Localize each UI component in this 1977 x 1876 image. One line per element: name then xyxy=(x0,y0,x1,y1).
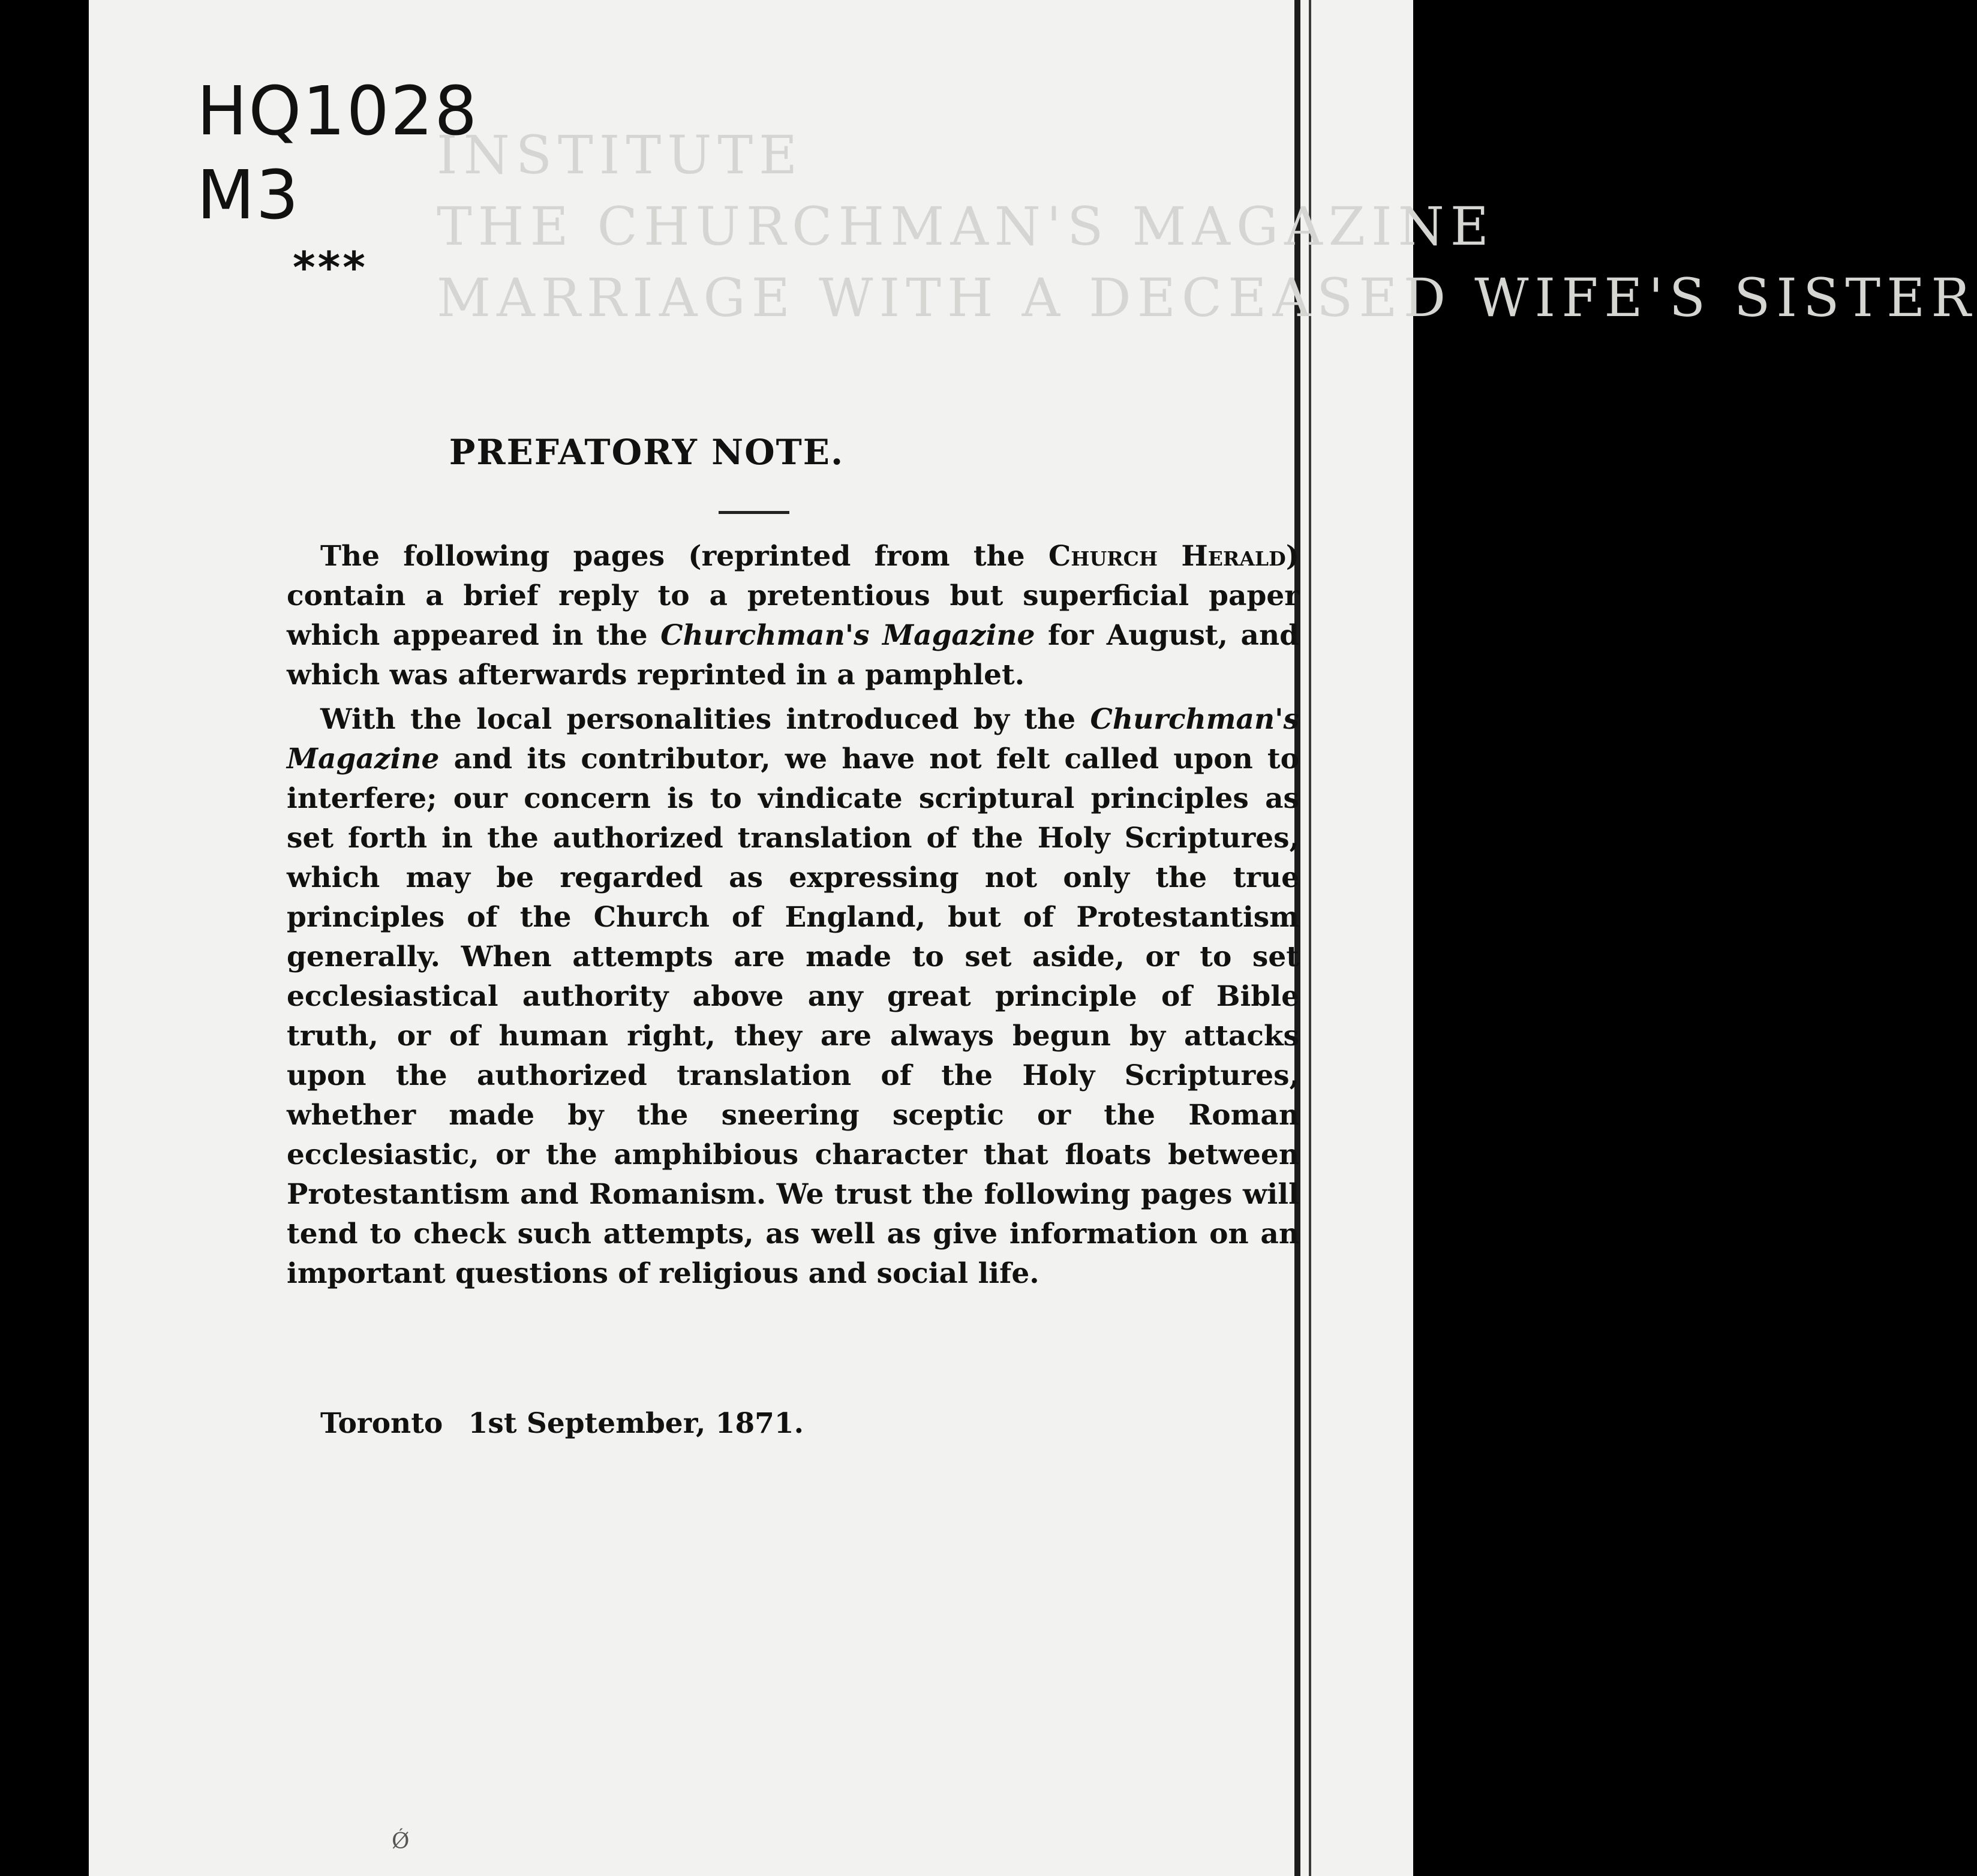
text-segment: Church Herald xyxy=(1048,540,1286,573)
handwritten-call-number xyxy=(197,73,479,293)
dateline-date: 1st September, 1871. xyxy=(468,1407,804,1440)
show-through-line: INSTITUTE xyxy=(437,124,804,186)
text-segment: The following pages (reprinted from the xyxy=(320,540,1048,573)
call-number-stars: *** xyxy=(293,242,368,293)
paragraph xyxy=(287,700,1299,1294)
show-through-line: MARRIAGE WITH A DECEASED WIFE'S SISTER xyxy=(437,266,1977,329)
text-segment: With the local personalities introduced by the xyxy=(320,703,1090,736)
text-segment: Churchman's Magazine xyxy=(660,619,1035,652)
document-page xyxy=(89,0,1977,1876)
dateline xyxy=(320,1407,804,1440)
page-title: PREFATORY NOTE. xyxy=(449,432,845,473)
text-segment: and its contributor, we have not felt called upon to interfere; our concern is to vindicate scriptural principles as set forth in the authorized translation of the Holy Scriptures, which may be regarded as expressing not only the true principles of the Church of England, but of Protestantism generally. When attempts are made to set aside, or to set ecclesiastical authority above any great principle of Bible truth, or of human right, they are always begun by attacks upon the authorized translation of the Holy Scriptures, whether made by the sneering sceptic or the Roman ecclesiastic, or the amphibious character that floats between Protestantism and Romanism. We trust the following pages will tend to check such attempts, as well as give information on an important questions of religious and social life. xyxy=(287,742,1299,1290)
text-segment: ) contain a brief reply to a pretentious but superficial paper which appeared in the xyxy=(287,540,1299,652)
show-through-text xyxy=(437,120,1977,333)
text-segment: Churchman's Magazine xyxy=(287,703,1299,775)
body-text xyxy=(287,537,1299,1294)
title-rule xyxy=(719,511,789,514)
text-segment: for August, and which was afterwards reprinted in a pamphlet. xyxy=(287,619,1299,692)
show-through-line: THE CHURCHMAN'S MAGAZINE xyxy=(437,195,1495,257)
margin-mark: Ǿ xyxy=(392,1829,410,1854)
paragraph xyxy=(287,537,1299,695)
call-number-line: M3 xyxy=(197,157,300,235)
call-number-line: HQ1028 xyxy=(197,73,479,151)
dateline-place: Toronto xyxy=(320,1407,443,1440)
